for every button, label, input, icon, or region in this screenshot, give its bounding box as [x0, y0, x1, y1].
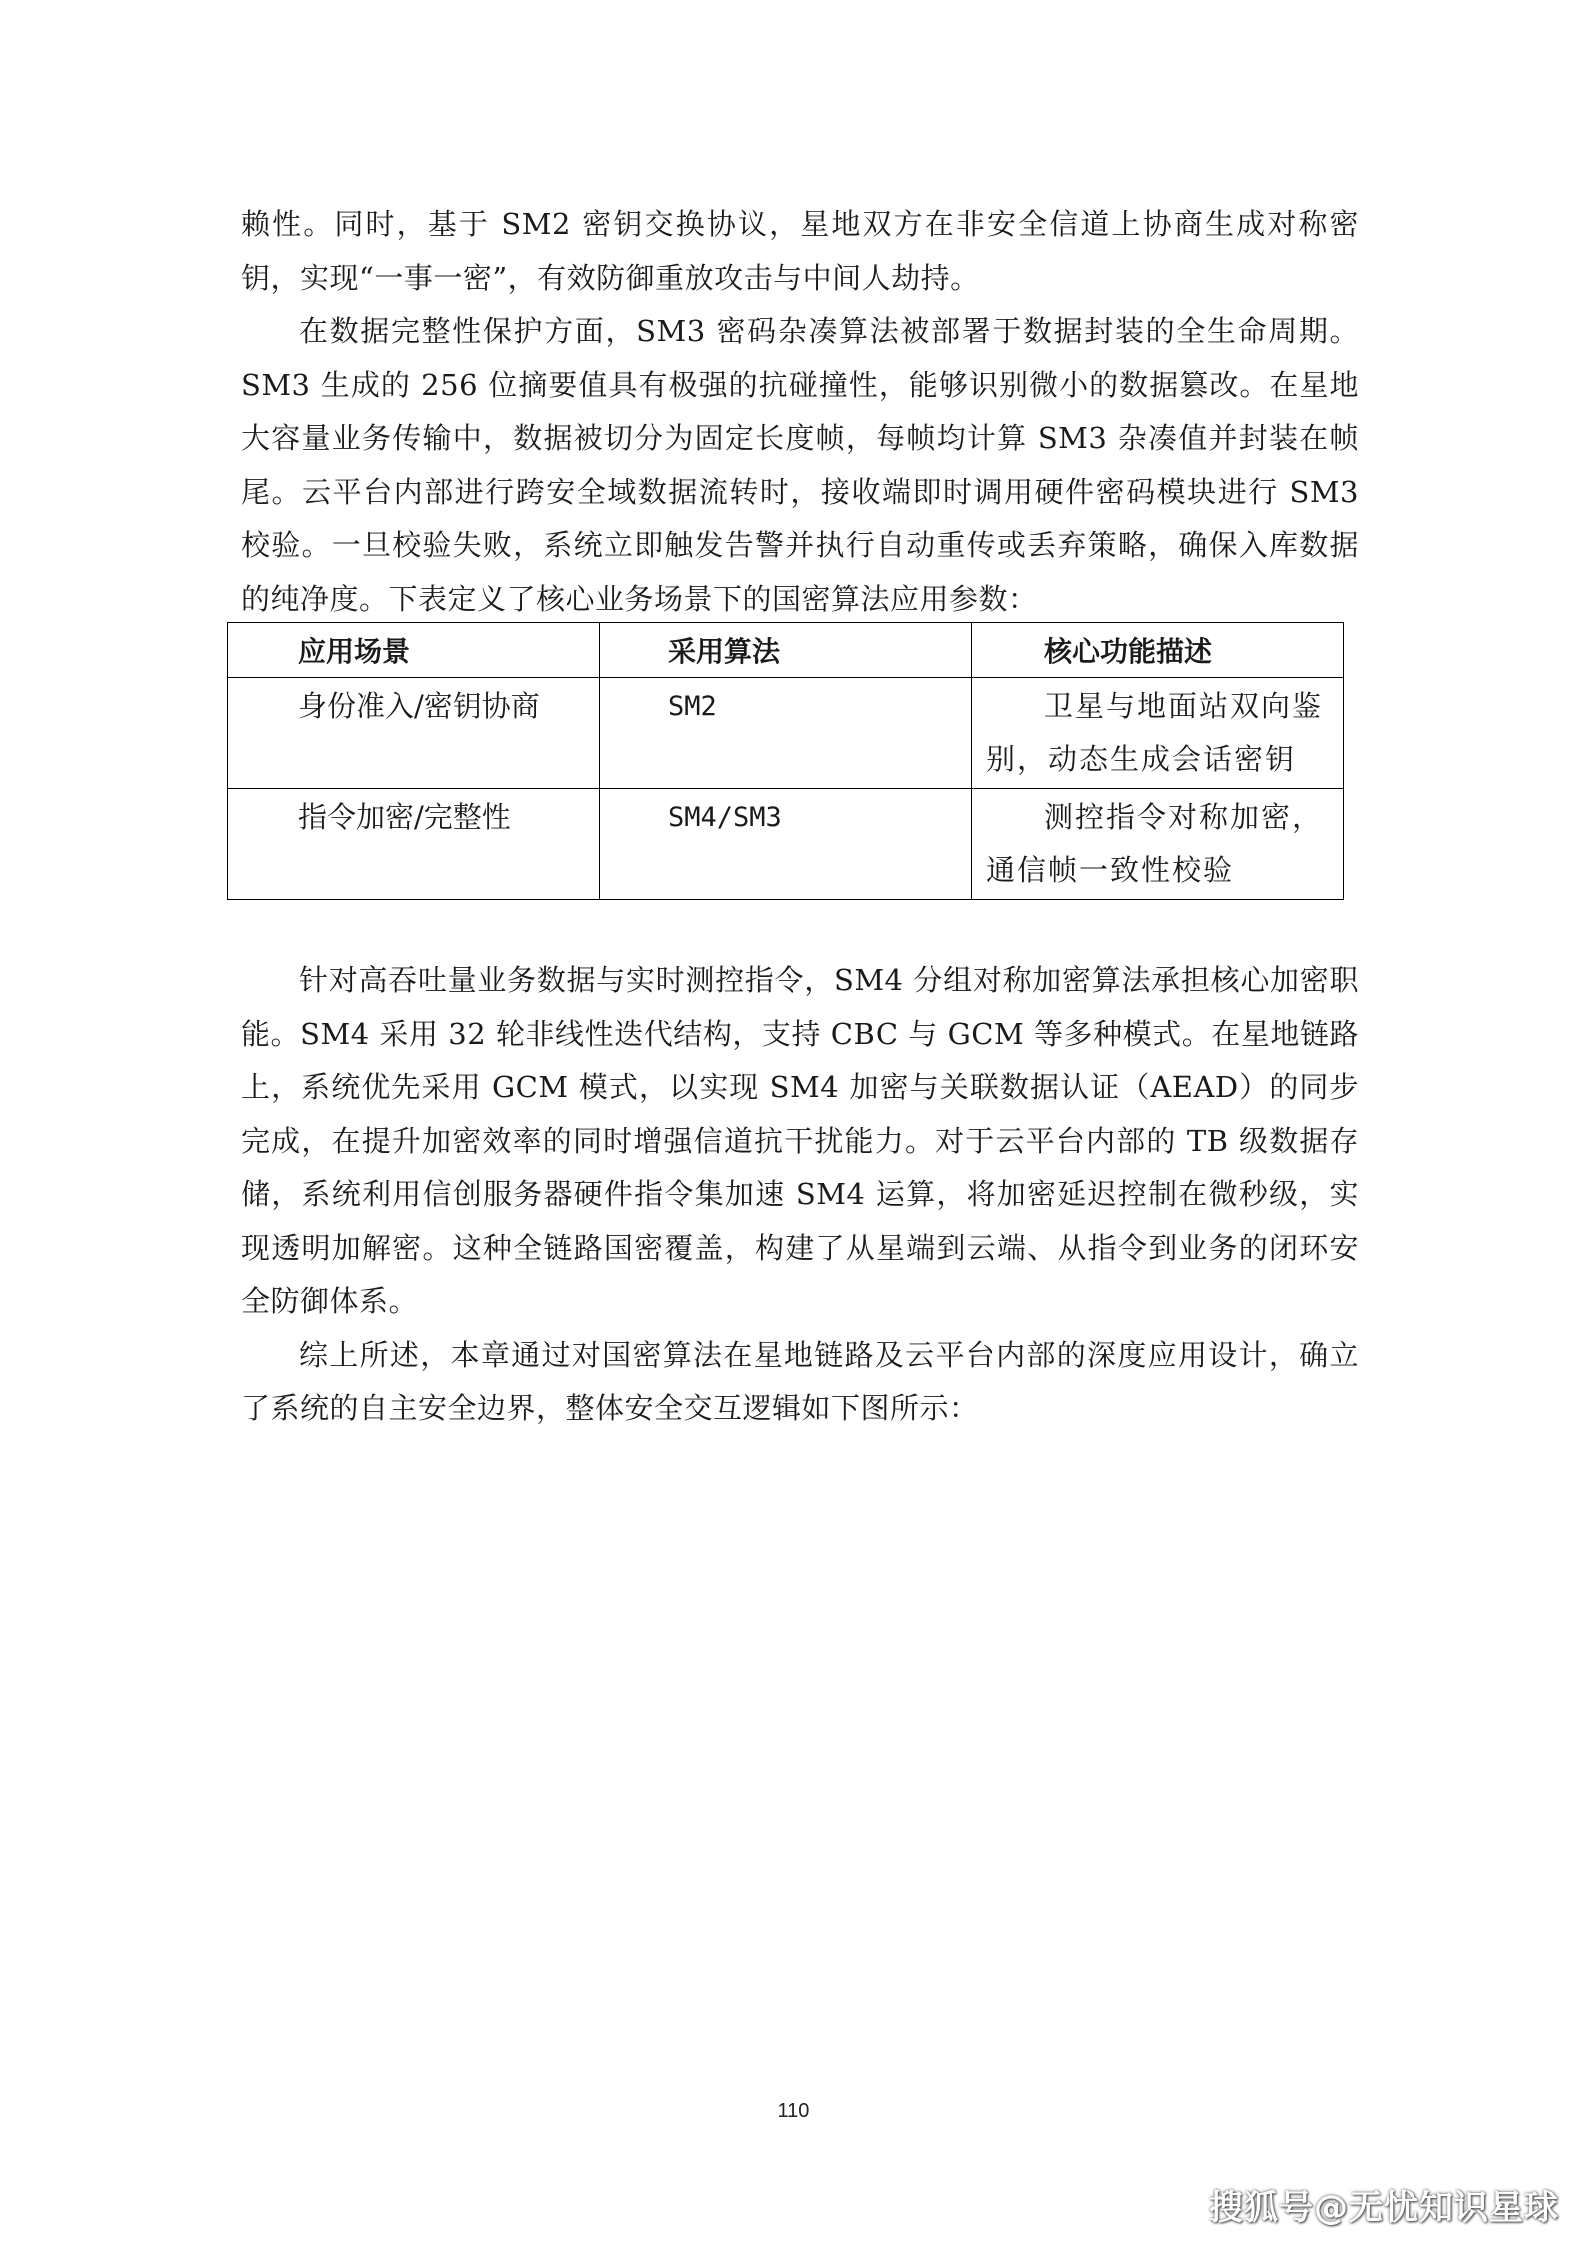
- paragraph-continuation: 赖性。同时，基于 SM2 密钥交换协议，星地双方在非安全信道上协商生成对称密钥，实现“一事一密”，有效防御重放攻击与中间人劫持。: [241, 207, 1359, 295]
- table-cell-algorithm: SM2: [600, 678, 972, 789]
- body-text-top: [241, 198, 1359, 626]
- paragraph-integrity: 在数据完整性保护方面，SM3 密码杂凑算法被部署于数据封装的全生命周期。SM3 生成的 256 位摘要值具有极强的抗碰撞性，能够识别微小的数据篡改。在星地大容量业务传输中，数据被切分为固定长度帧，每帧均计算 SM3 杂凑值并封装在帧尾。云平台内部进行跨安全域数据流转时，接收端即时调用硬件密码模块进行 SM3 校验。一旦校验失败，系统立即触发告警并执行自动重传或丢弃策略，确保入库数据的纯净度。下表定义了核心业务场景下的国密算法应用参数：: [241, 314, 1359, 616]
- table-header-scenario: 应用场景: [228, 623, 600, 678]
- table-row: [228, 678, 1344, 789]
- watermark: 搜狐号@无忧知识星球: [1209, 2188, 1559, 2228]
- table-cell-scenario: 身份准入/密钥协商: [228, 678, 600, 789]
- table-cell-description: 测控指令对称加密，通信帧一致性校验: [972, 789, 1344, 900]
- body-text-bottom: [241, 954, 1359, 1436]
- algorithm-table: [227, 622, 1344, 900]
- algorithm-table-wrapper: [227, 622, 1343, 900]
- paragraph-sm4: 针对高吞吐量业务数据与实时测控指令，SM4 分组对称加密算法承担核心加密职能。SM4 采用 32 轮非线性迭代结构，支持 CBC 与 GCM 等多种模式。在星地链路上，系统优先采用 GCM 模式，以实现 SM4 加密与关联数据认证（AEAD）的同步完成，在提升加密效率的同时增强信道抗干扰能力。对于云平台内部的 TB 级数据存储，系统利用信创服务器硬件指令集加速 SM4 运算，将加密延迟控制在微秒级，实现透明加解密。这种全链路国密覆盖，构建了从星端到云端、从指令到业务的闭环安全防御体系。: [241, 963, 1359, 1318]
- table-cell-algorithm: SM4/SM3: [600, 789, 972, 900]
- table-cell-scenario: 指令加密/完整性: [228, 789, 600, 900]
- page-number: 110: [777, 2100, 810, 2122]
- table-cell-description: 卫星与地面站双向鉴别，动态生成会话密钥: [972, 678, 1344, 789]
- table-header-description: 核心功能描述: [972, 623, 1344, 678]
- paragraph-summary: 综上所述，本章通过对国密算法在星地链路及云平台内部的深度应用设计，确立了系统的自主安全边界，整体安全交互逻辑如下图所示：: [241, 1337, 1359, 1425]
- table-header-algorithm: 采用算法: [600, 623, 972, 678]
- table-header-row: [228, 623, 1344, 678]
- table-row: [228, 789, 1344, 900]
